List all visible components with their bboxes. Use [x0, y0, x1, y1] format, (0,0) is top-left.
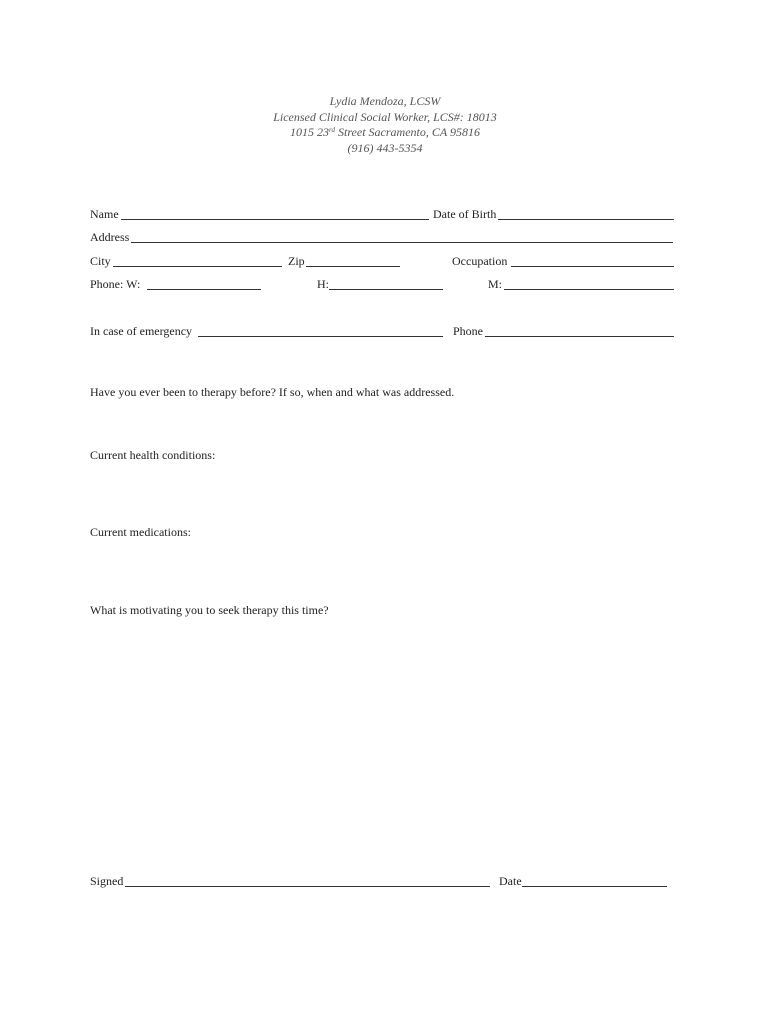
home-phone-label: H:	[317, 277, 329, 291]
practice-address	[0, 125, 770, 141]
signature-field[interactable]	[125, 886, 490, 887]
practitioner-name: Lydia Mendoza, LCSW	[329, 94, 441, 108]
city-label: City	[90, 254, 111, 268]
emergency-contact-label: In case of emergency	[90, 324, 193, 338]
address-ordinal-suffix: rd	[329, 126, 335, 134]
home-phone-field[interactable]	[329, 289, 443, 290]
mobile-phone-label: M:	[488, 277, 503, 291]
city-field[interactable]	[113, 266, 282, 267]
address-label: Address	[90, 230, 130, 244]
work-phone-label: Phone: W:	[90, 277, 141, 291]
address-prefix: 1015 23	[290, 125, 330, 139]
date-label: Date	[499, 874, 522, 888]
therapy-history-question: Have you ever been to therapy before? If so, when and what was addressed.	[90, 385, 455, 399]
occupation-label: Occupation	[452, 254, 508, 268]
health-conditions-label: Current health conditions:	[90, 448, 216, 462]
letterhead	[0, 94, 770, 156]
date-of-birth-label: Date of Birth	[433, 207, 497, 221]
mobile-phone-field[interactable]	[504, 289, 674, 290]
emergency-phone-field[interactable]	[485, 336, 674, 337]
date-field[interactable]	[522, 886, 667, 887]
occupation-field[interactable]	[511, 266, 674, 267]
medications-label: Current medications:	[90, 525, 191, 539]
license-line: Licensed Clinical Social Worker, LCS#: 18013	[273, 109, 497, 124]
zip-field[interactable]	[306, 266, 400, 267]
address-field[interactable]	[131, 242, 673, 243]
emergency-contact-field[interactable]	[198, 336, 443, 337]
work-phone-field[interactable]	[147, 289, 261, 290]
name-label: Name	[90, 207, 119, 221]
name-field[interactable]	[121, 219, 429, 220]
zip-label: Zip	[288, 254, 305, 268]
signed-label: Signed	[90, 874, 124, 888]
motivation-question: What is motivating you to seek therapy this time?	[90, 603, 329, 617]
date-of-birth-field[interactable]	[498, 219, 674, 220]
emergency-phone-label: Phone	[453, 324, 483, 338]
address-suffix: Street Sacramento, CA 95816	[334, 125, 480, 139]
practice-phone: (916) 443-5354	[347, 140, 423, 155]
